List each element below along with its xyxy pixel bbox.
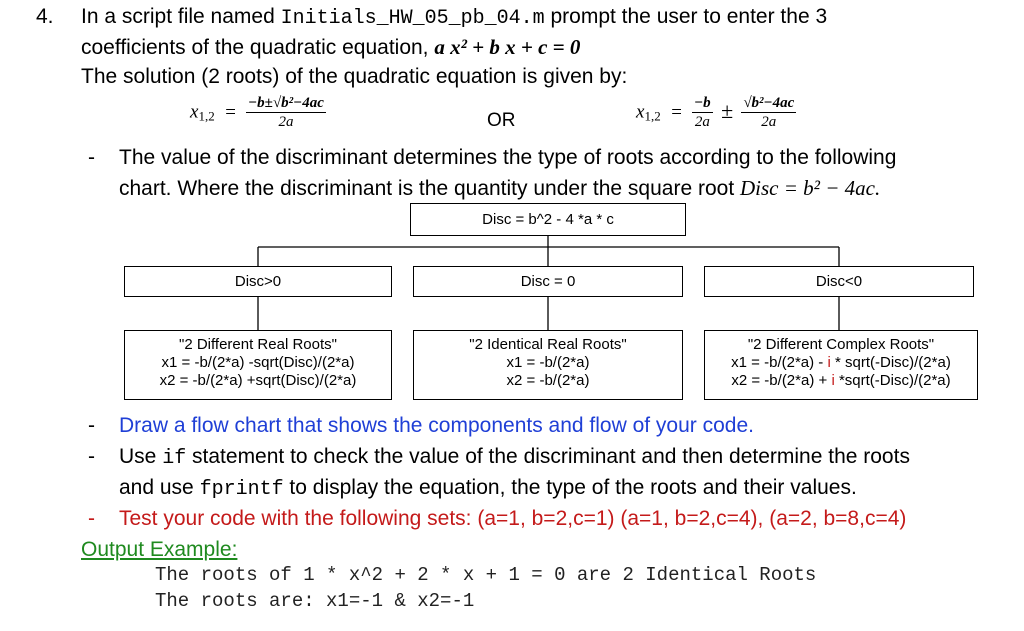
bullet-4: Test your code with the following sets: (a=1, b=2,c=1) (a=1, b=2,c=4), (a=2, b=8,c=4) <box>119 507 907 530</box>
result-mid-title: "2 Identical Real Roots" <box>469 336 627 353</box>
condition-positive-text: Disc>0 <box>234 273 282 290</box>
output-line-2: The roots are: x1=-1 & x2=-1 <box>155 590 475 612</box>
result-right-x1 <box>705 354 977 372</box>
result-right-x1-pre: x1 = -b/(2*a) - <box>731 354 828 371</box>
problem-line-1-post: prompt the user to enter the 3 <box>544 5 828 28</box>
condition-box-negative <box>704 266 974 297</box>
problem-line-3: The solution (2 roots) of the quadratic equation is given by: <box>81 65 628 88</box>
result-left-x2: x2 = -b/(2*a) +sqrt(Disc)/(2*a) <box>159 372 357 389</box>
condition-box-positive <box>124 266 392 297</box>
bullet-dash-3: - <box>88 445 95 468</box>
bullet-3-pre: Use <box>119 445 163 468</box>
result-left-title: "2 Different Real Roots" <box>179 336 337 353</box>
result-box-real-different <box>124 330 392 400</box>
bullet-3-line-1 <box>119 444 910 472</box>
bullet-1-line-1: The value of the discriminant determines the type of roots according to the following <box>119 146 897 169</box>
imaginary-unit-1: i <box>827 354 831 371</box>
bullet-1-line-2-pre: chart. Where the discriminant is the quantity under the square root <box>119 177 740 200</box>
condition-zero-text: Disc = 0 <box>520 273 576 290</box>
output-example-heading: Output Example: <box>81 538 238 561</box>
problem-number: 4. <box>36 5 54 28</box>
result-right-x2 <box>705 372 977 390</box>
bullet-3-line-2-post: to display the equation, the type of the roots and their values. <box>283 476 857 499</box>
imaginary-unit-2: i <box>831 372 835 389</box>
bullet-3-line-2 <box>119 475 857 503</box>
bullet-dash-1: - <box>88 146 95 169</box>
result-right-x2-pre: x2 = -b/(2*a) + <box>731 372 832 389</box>
formula-1-numerator: −b±√b²−4ac <box>248 95 324 111</box>
result-left-x1: x1 = -b/(2*a) -sqrt(Disc)/(2*a) <box>161 354 355 371</box>
flowchart-top-box <box>410 203 686 236</box>
discriminant-formula: Disc = b² − 4ac. <box>740 176 881 200</box>
bullet-dash-2: - <box>88 414 95 437</box>
flowchart-top-text: Disc = b^2 - 4 *a * c <box>482 211 614 228</box>
formula-1-lhs-sub: 1,2 <box>198 108 215 124</box>
result-mid-x1: x1 = -b/(2*a) <box>506 354 590 371</box>
formula-1-lhs: x <box>190 101 199 123</box>
formula-2-pm: ± <box>720 97 734 123</box>
formula-2-denominator-b: 2a <box>761 114 777 130</box>
condition-box-zero <box>413 266 683 297</box>
problem-line-1-pre: In a script file named <box>81 5 281 28</box>
result-box-complex <box>704 330 978 400</box>
formula-2-lhs-sub: 1,2 <box>644 108 661 124</box>
condition-negative-text: Disc<0 <box>815 273 863 290</box>
formula-2-denominator-a: 2a <box>694 114 710 130</box>
result-mid-x2: x2 = -b/(2*a) <box>506 372 590 389</box>
result-right-x2-post: *sqrt(-Disc)/(2*a) <box>834 372 951 389</box>
formula-1-eq: = <box>223 101 237 123</box>
bullet-3-line-2-pre: and use <box>119 476 200 499</box>
problem-line-2-pre: coefficients of the quadratic equation, <box>81 36 435 59</box>
result-box-identical <box>413 330 683 400</box>
or-label: OR <box>487 110 516 131</box>
formula-2-numerator-b: √b²−4ac <box>743 95 795 111</box>
quadratic-equation: a x² + b x + c = 0 <box>434 35 581 59</box>
output-line-1: The roots of 1 * x^2 + 2 * x + 1 = 0 are 2 Identical Roots <box>155 564 817 586</box>
result-right-x1-post: * sqrt(-Disc)/(2*a) <box>830 354 951 371</box>
result-right-title: "2 Different Complex Roots" <box>747 336 935 353</box>
bullet-dash-4: - <box>88 507 95 530</box>
script-filename: Initials_HW_05_pb_04.m <box>280 7 545 30</box>
formula-1-denominator: 2a <box>278 114 294 130</box>
formula-2-numerator-a: −b <box>694 95 711 111</box>
keyword-fprintf: fprintf <box>199 478 284 501</box>
keyword-if: if <box>162 447 187 470</box>
formula-2-eq: = <box>669 101 683 123</box>
bullet-2: Draw a flow chart that shows the components and flow of your code. <box>119 414 754 437</box>
formula-2-lhs: x <box>636 101 645 123</box>
bullet-3-post: statement to check the value of the discriminant and then determine the roots <box>186 445 910 468</box>
